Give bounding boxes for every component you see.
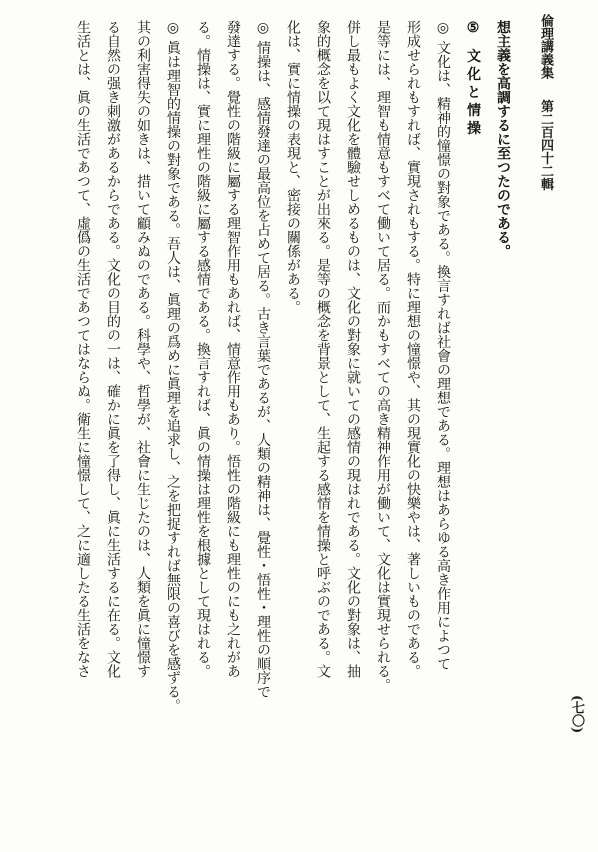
series-title: 倫理講義集 — [538, 14, 553, 79]
text-column: 其の利害得失の如きは、措いて顧みぬのである。科學や、哲學が、社會に生じたのは、人類を眞に憧憬す — [135, 20, 151, 678]
text-column: 併し最もよく文化を體驗せしめるものは、文化の對象に就いての感情の現はれである。文化の對象は、抽 — [345, 20, 361, 678]
text-column: 化は、實に情操の表現と、密接の關係がある。 — [285, 20, 301, 314]
text-column: 發達する。覺性の階級に屬する理智作用もあれば、情意作用もあり。悟性の階級にも理性のにも之れがあ — [225, 20, 241, 678]
text-column: 是等には、理智も情意もすべて働いて居る。而かもすべての高き精神作用が働いて、文化は實現せられる。 — [375, 20, 391, 692]
text-column: ◎ 眞は理智的情操の對象である。吾人は、眞理の爲めに眞理を追求し、之を把捉すれば無限の喜びを感ずる。 — [165, 20, 181, 713]
text-column: る自然の强き刺激があるからである。文化の目的の一は、確かに眞を了得し、眞に生活するに在る。文化 — [105, 20, 121, 678]
text-column: 生活とは、眞の生活であつて、虛僞の生活であつてはならぬ。衛生に憧憬して、之に適したる生活をなさ — [75, 20, 91, 678]
text-column: 想主義を高調するに至つたのである。 — [495, 20, 511, 258]
running-header — [539, 14, 552, 191]
text-column: る。情操は、實に理性の階級に屬する感情である。換言すれば、眞の情操は理性を根據として現はれる。 — [195, 20, 211, 678]
text-column: ◎ 情操は、感情發達の最高位を占めて居る。古き言葉であるが、人類の精神は、覺性・悟性・理性の順序で — [255, 20, 271, 699]
text-column: ◎ 文化は、精神的憧憬の對象である。換言すれば社會の理想である。理想はあらゆる高き作用によつて — [435, 20, 451, 671]
text-column: 形成せられもすれば、實現されもする。特に理想の憧憬や、其の現實化の快樂やは、著しいものである。 — [405, 20, 421, 678]
volume-number: 第二百四十二輯 — [538, 99, 553, 191]
body-text — [8, 20, 518, 840]
section-heading: ⑤ 文化と情操 — [465, 20, 481, 139]
page-number: (七〇) — [569, 695, 584, 734]
text-column: 象的概念を以て現はすことが出來る。是等の概念を背景として、生起する感情を情操と呼ぶのである。文 — [315, 20, 331, 678]
